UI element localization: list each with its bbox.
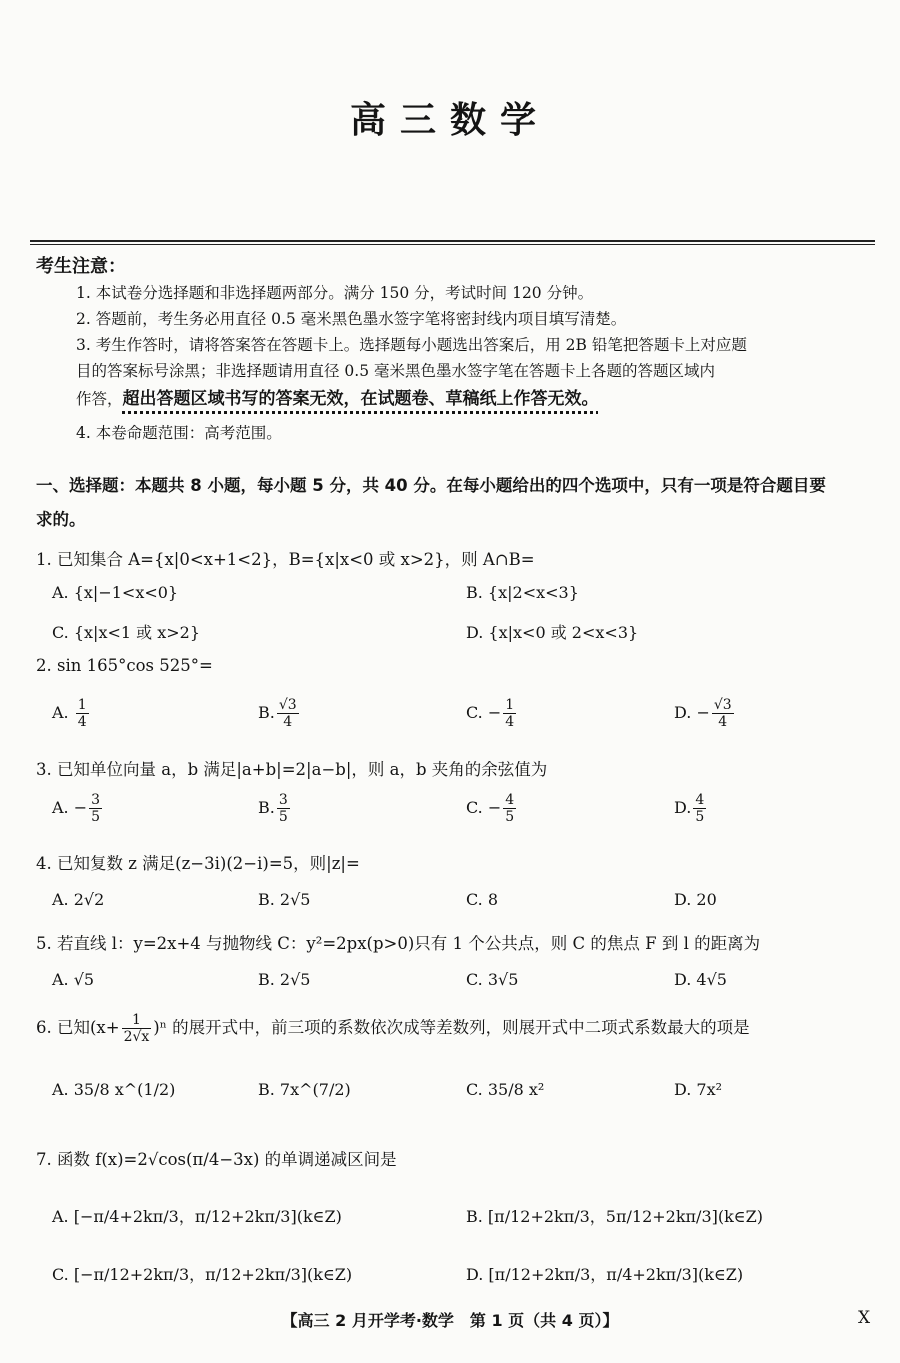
q5-option-a: A. √5: [52, 970, 95, 989]
q4-option-d: D. 20: [674, 890, 717, 909]
question-2: 2. sin 165°cos 525°=: [36, 656, 213, 675]
q1-option-a: A. {x|−1<x<0}: [52, 583, 179, 602]
question-3: 3. 已知单位向量 a，b 满足|a+b|=2|a−b|，则 a，b 夹角的余弦值为: [36, 760, 548, 779]
q4-option-c: C. 8: [466, 890, 499, 909]
q5-option-c: C. 3√5: [466, 970, 519, 989]
question-7: 7. 函数 f(x)=2√cos(π/4−3x) 的单调递减区间是: [36, 1150, 397, 1169]
question-1: 1. 已知集合 A={x|0<x+1<2}，B={x|x<0 或 x>2}，则 A∩B=: [36, 550, 535, 569]
notice-item-3-end: [76, 386, 876, 412]
q2-option-a: A. $\frac{1}{4}$: [52, 697, 87, 730]
header-rule: [30, 240, 875, 242]
notice-item-1: 1. 本试卷分选择题和非选择题两部分。满分 150 分，考试时间 120 分钟。: [76, 284, 594, 302]
notice-item-3-cont: 目的答案标号涂黑；非选择题请用直径 0.5 毫米黑色墨水签字笔在答题卡上各题的答题区域内: [76, 362, 716, 380]
header-rule-thin: [30, 244, 875, 245]
notice-item-3: 3. 考生作答时，请将答案答在答题卡上。选择题每小题选出答案后，用 2B 铅笔把答题卡上对应题: [76, 336, 747, 354]
q1-option-d: D. {x|x<0 或 2<x<3}: [466, 623, 639, 642]
notice-item-2: 2. 答题前，考生务必用直径 0.5 毫米黑色墨水签字笔将密封线内项目填写清楚。: [76, 310, 627, 328]
notice-emphasis: 超出答题区域书写的答案无效，在试题卷、草稿纸上作答无效。: [122, 389, 599, 409]
q2-option-b: B. $\frac{√3}{4}$: [258, 697, 297, 730]
section-heading: 一、选择题：本题共 8 小题，每小题 5 分，共 40 分。在每小题给出的四个选项中，只有一项是符合题目要: [36, 476, 826, 495]
q2-option-d: D. − $\frac{√3}{4}$: [674, 697, 732, 730]
q5-option-b: B. 2√5: [258, 970, 311, 989]
q1-option-b: B. {x|2<x<3}: [466, 583, 579, 602]
q4-option-a: A. 2√2: [52, 890, 105, 909]
q7-option-b: B. [π/12+2kπ/3，5π/12+2kπ/3](k∈Z): [466, 1207, 764, 1226]
q7-option-a: A. [−π/4+2kπ/3，π/12+2kπ/3](k∈Z): [52, 1207, 342, 1226]
page-footer: 【高三 2 月开学考·数学 第 1 页（共 4 页）】: [281, 1311, 619, 1330]
q3-option-a: A. − $\frac{3}{5}$: [52, 792, 101, 825]
q6-option-a: A. 35/8 x^(1/2): [52, 1080, 176, 1099]
q3-option-b: B. $\frac{3}{5}$: [258, 792, 288, 825]
notice-item-3-tail: 作答，: [76, 390, 123, 408]
notice-item-4: 4. 本卷命题范围：高考范围。: [76, 424, 282, 442]
notice-heading: 考生注意：: [36, 256, 126, 277]
question-4: 4. 已知复数 z 满足(z−3i)(2−i)=5，则|z|=: [36, 854, 360, 873]
q7-option-d: D. [π/12+2kπ/3，π/4+2kπ/3](k∈Z): [466, 1265, 744, 1284]
q2-option-c: C. − $\frac{1}{4}$: [466, 697, 515, 730]
q6-option-c: C. 35/8 x²: [466, 1080, 545, 1099]
q7-option-c: C. [−π/12+2kπ/3，π/12+2kπ/3](k∈Z): [52, 1265, 353, 1284]
version-mark: X: [858, 1308, 871, 1328]
question-5: 5. 若直线 l：y=2x+4 与抛物线 C：y²=2px(p>0)只有 1 个公共点，则 C 的焦点 F 到 l 的距离为: [36, 934, 761, 953]
q1-option-c: C. {x|x<1 或 x>2}: [52, 623, 201, 642]
q6-option-d: D. 7x²: [674, 1080, 723, 1099]
q6-option-b: B. 7x^(7/2): [258, 1080, 351, 1099]
q5-option-d: D. 4√5: [674, 970, 727, 989]
q3-option-d: D. $\frac{4}{5}$: [674, 792, 705, 825]
q3-option-c: C. − $\frac{4}{5}$: [466, 792, 515, 825]
section-heading-cont: 求的。: [36, 510, 86, 529]
question-6: 6. 已知(x+ $\frac{1}{2√x}$ )ⁿ 的展开式中，前三项的系数依次成等差数列，则展开式中二项式系数最大的项是: [36, 1012, 750, 1045]
q4-option-b: B. 2√5: [258, 890, 311, 909]
page-title: 高三数学: [349, 99, 550, 141]
